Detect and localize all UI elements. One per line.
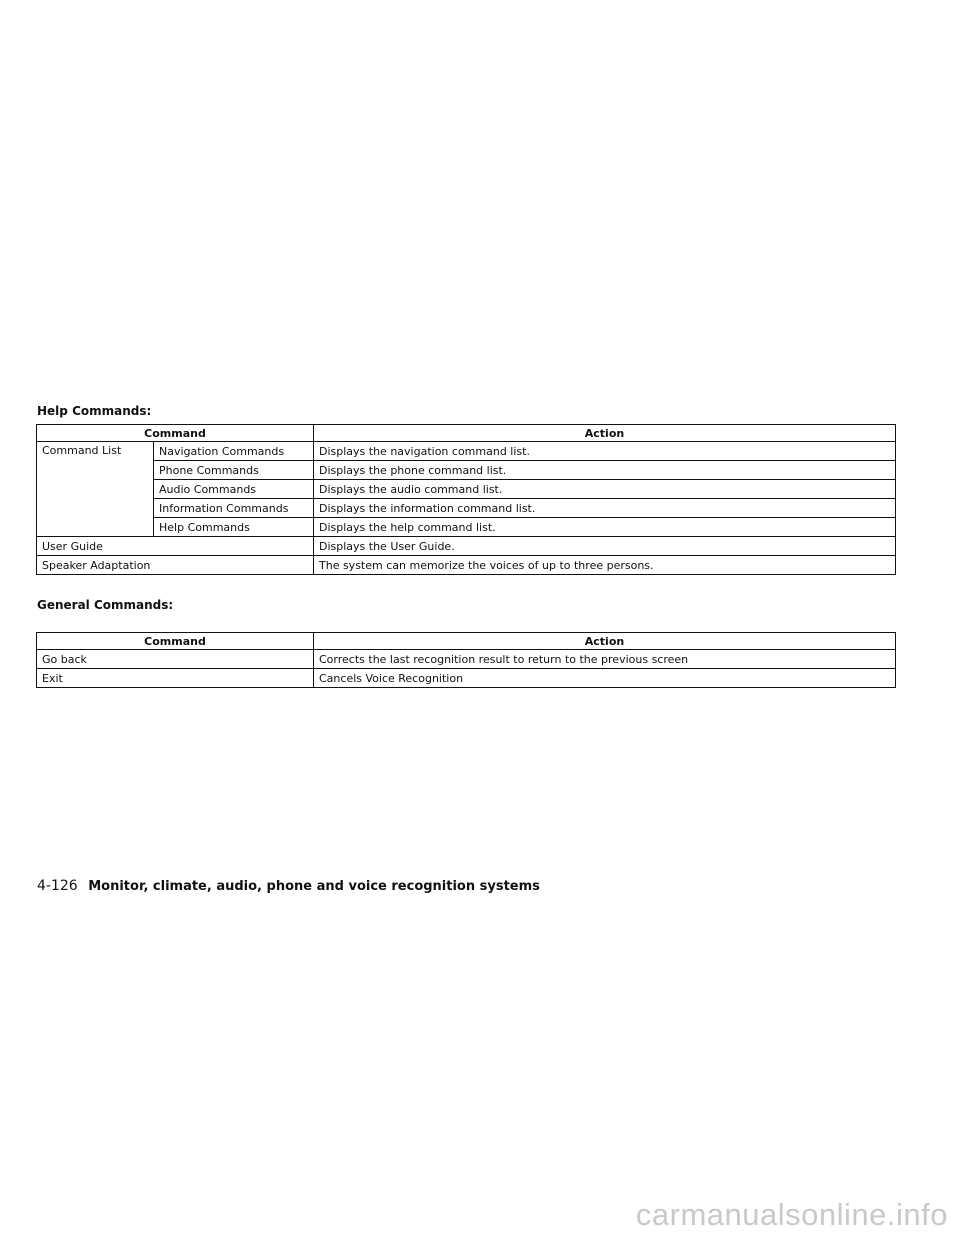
- action-cell: Displays the information command list.: [314, 499, 896, 518]
- action-cell: Displays the audio command list.: [314, 480, 896, 499]
- table-row: [37, 669, 896, 688]
- command-cell: Go back: [37, 650, 314, 669]
- column-header-action: Action: [314, 425, 896, 442]
- table-row: [37, 442, 896, 461]
- action-cell: Displays the phone command list.: [314, 461, 896, 480]
- action-cell: Displays the User Guide.: [314, 537, 896, 556]
- table-row: [37, 461, 896, 480]
- chapter-title: Monitor, climate, audio, phone and voice recognition systems: [88, 879, 540, 894]
- table-row: [37, 556, 896, 575]
- table-row: [37, 537, 896, 556]
- column-header-action: Action: [314, 633, 896, 650]
- help-commands-heading: Help Commands:: [37, 404, 152, 418]
- action-cell: The system can memorize the voices of up to three persons.: [314, 556, 896, 575]
- table-row: [37, 499, 896, 518]
- action-cell: Displays the navigation command list.: [314, 442, 896, 461]
- table-row: [37, 650, 896, 669]
- column-header-command: Command: [37, 425, 314, 442]
- general-commands-heading: General Commands:: [37, 598, 174, 612]
- subcommand-cell: Help Commands: [154, 518, 314, 537]
- general-commands-table: [36, 632, 896, 688]
- subcommand-cell: Phone Commands: [154, 461, 314, 480]
- page-number: 4-126: [37, 878, 78, 894]
- subcommand-cell: Audio Commands: [154, 480, 314, 499]
- command-cell: Exit: [37, 669, 314, 688]
- page-footer: [37, 878, 540, 894]
- command-group-label: Command List: [37, 442, 154, 537]
- table-row: [37, 480, 896, 499]
- watermark: carmanualsonline.info: [635, 1197, 948, 1232]
- action-cell: Corrects the last recognition result to return to the previous screen: [314, 650, 896, 669]
- action-cell: Cancels Voice Recognition: [314, 669, 896, 688]
- subcommand-cell: Information Commands: [154, 499, 314, 518]
- help-commands-table: [36, 424, 896, 575]
- column-header-command: Command: [37, 633, 314, 650]
- table-header-row: [37, 425, 896, 442]
- subcommand-cell: Navigation Commands: [154, 442, 314, 461]
- command-cell: User Guide: [37, 537, 314, 556]
- action-cell: Displays the help command list.: [314, 518, 896, 537]
- table-header-row: [37, 633, 896, 650]
- table-row: [37, 518, 896, 537]
- command-cell: Speaker Adaptation: [37, 556, 314, 575]
